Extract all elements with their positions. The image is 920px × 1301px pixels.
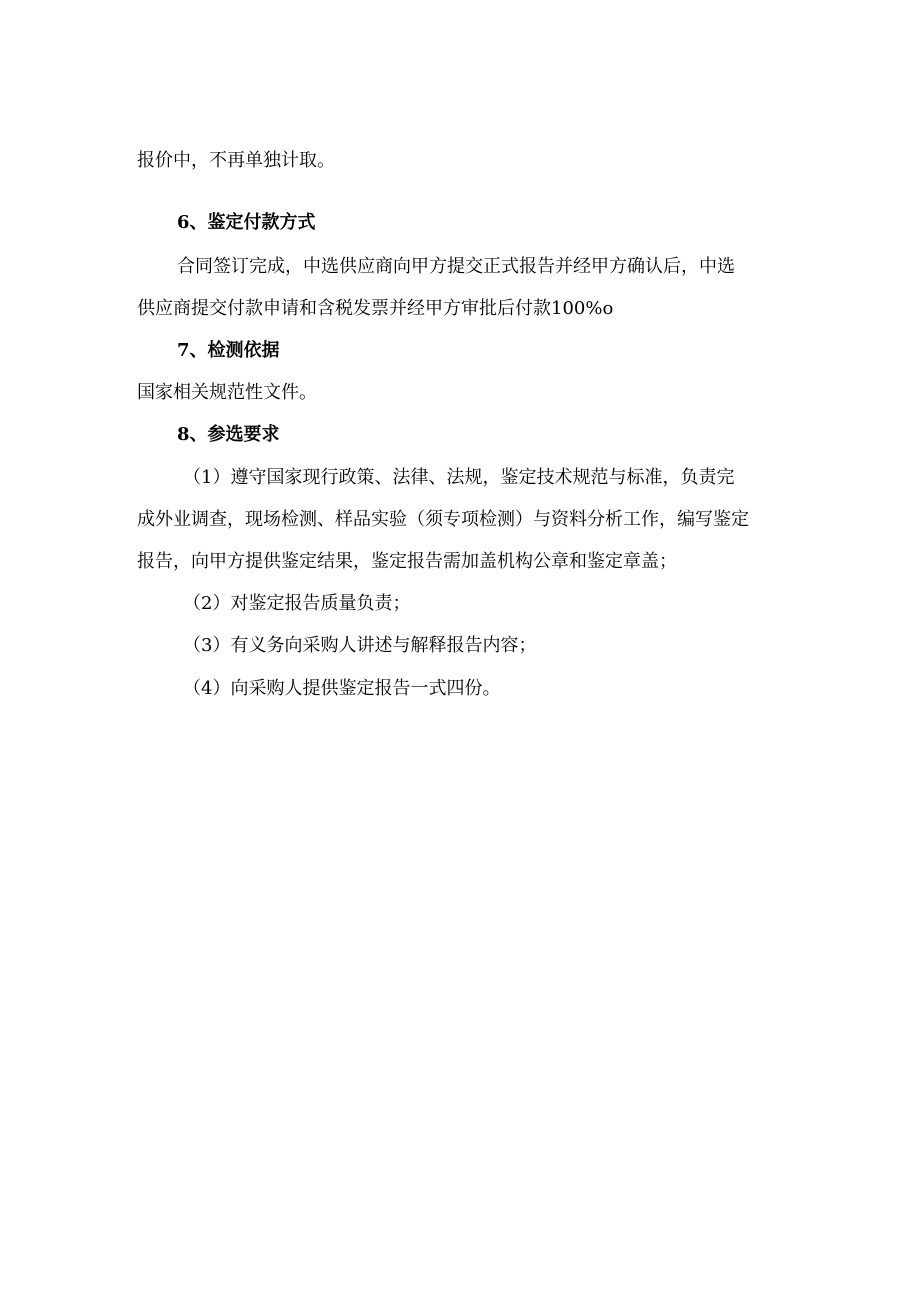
requirement-2: （2）对鉴定报告质量负责； (183, 593, 411, 614)
paragraph-line-payment-2: 供应商提交付款申请和含税发票并经甲方审批后付款100%o (137, 298, 614, 319)
requirement-1-line-1: （1）遵守国家现行政策、法律、法规，鉴定技术规范与标准，负责完 (183, 467, 735, 488)
section-heading-basis: 7、检测依据 (177, 340, 280, 361)
paragraph-line-payment-1: 合同签订完成，中选供应商向甲方提交正式报告并经甲方确认后，中选 (177, 256, 735, 277)
paragraph-line-pricing-note: 报价中，不再单独计取。 (137, 150, 335, 171)
section-heading-payment: 6、鉴定付款方式 (177, 212, 316, 233)
paragraph-line-basis: 国家相关规范性文件。 (137, 382, 317, 403)
requirement-4: （4）向采购人提供鉴定报告一式四份。 (183, 678, 501, 699)
requirement-1-line-3: 报告，向甲方提供鉴定结果，鉴定报告需加盖机构公章和鉴定章盖； (137, 551, 677, 572)
requirement-1-line-2: 成外业调查，现场检测、样品实验（须专项检测）与资料分析工作，编写鉴定 (137, 509, 749, 530)
requirement-3: （3）有义务向采购人讲述与解释报告内容； (183, 635, 537, 656)
section-heading-requirements: 8、参选要求 (177, 424, 280, 445)
